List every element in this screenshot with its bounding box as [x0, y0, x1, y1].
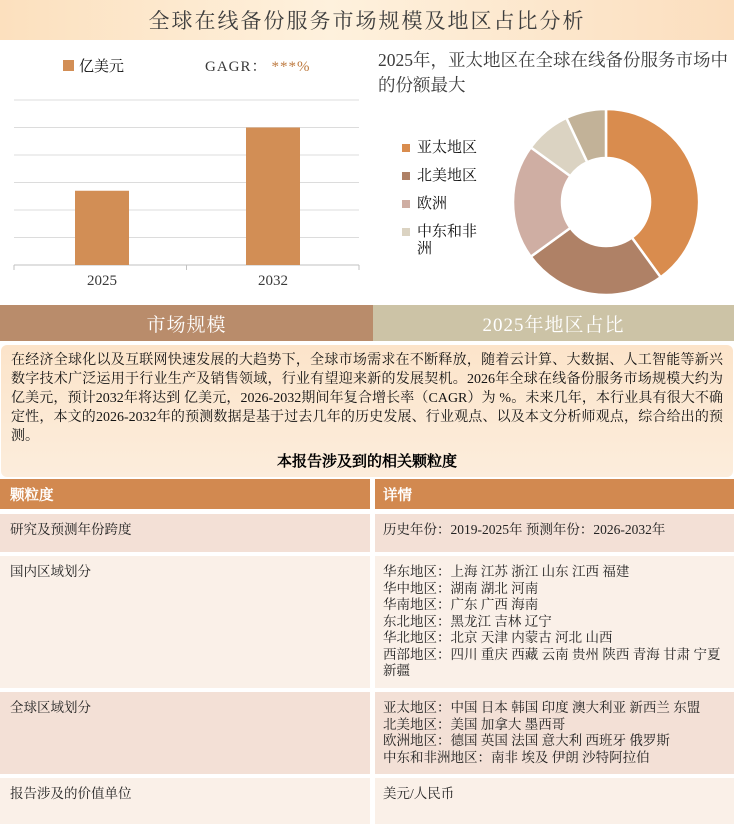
bar-chart-svg [0, 40, 373, 305]
legend-item [402, 140, 481, 157]
detail-line: 历史年份：2019-2025年 预测年份：2026-2032年 [383, 522, 666, 537]
table-row [0, 514, 734, 552]
legend-label: 北美地区 [417, 168, 478, 184]
detail-line: 欧洲地区：德国 英国 法国 意大利 西班牙 俄罗斯 [383, 733, 670, 748]
donut-title: 2025年，亚太地区在全球在线备份服务市场中的份额最大 [378, 50, 728, 95]
row-detail-cell [375, 556, 734, 688]
table-header-row [0, 479, 734, 509]
legend-swatch-icon [402, 144, 410, 152]
legend-label: 中东和非洲 [417, 224, 478, 257]
donut-chart-svg [511, 107, 701, 297]
intro-paragraph: 在经济全球化以及互联网快速发展的大趋势下，全球市场需求在不断释放，随着云计算、大数据、人工智能等新兴数字技术广泛运用于行业生产及销售领域，行业有望迎来新的发展契机。2026年全球在线备份服务市场规模大约为 亿美元，预计2032年将达到 亿美元，2026-2032期间年复合增长率（CAGR）为 %。未来几年，本行业具有很大不确定性，本文的2026-2032年的预测数据是基于过去几年的历史发展、行业观点、以及本文分析师观点，综合给出的预测。 [11, 353, 723, 444]
bar-legend-label: 亿美元 [79, 59, 125, 75]
legend-swatch-icon [402, 228, 410, 236]
legend-swatch-icon [402, 172, 410, 180]
legend-label: 欧洲 [417, 196, 448, 212]
row-label-cell: 全球区域划分 [0, 692, 370, 774]
cagr-value: ***% [271, 59, 311, 75]
tab-bar [0, 305, 734, 341]
x-tick-label: 2032 [258, 273, 288, 289]
detail-line: 亚太地区：中国 日本 韩国 印度 澳大利亚 新西兰 东盟 [383, 700, 701, 715]
detail-line: 华东地区：上海 江苏 浙江 山东 江西 福建 [383, 564, 630, 579]
row-detail-cell [375, 514, 734, 552]
detail-line: 西部地区：四川 重庆 西藏 云南 贵州 陕西 青海 甘肃 宁夏 新疆 [383, 646, 721, 678]
row-detail-cell [375, 778, 734, 824]
cagr-annotation [205, 55, 311, 76]
table-row [0, 556, 734, 688]
detail-line: 美元/人民币 [383, 786, 455, 801]
header-cell-granularity: 颗粒度 [0, 479, 370, 509]
detail-line: 华北地区：北京 天津 内蒙古 河北 山西 [383, 630, 613, 645]
detail-line: 华南地区：广东 广西 海南 [383, 597, 539, 612]
table-row [0, 778, 734, 824]
legend-item [402, 168, 481, 185]
legend-label: 亚太地区 [417, 140, 478, 156]
bar-legend [63, 55, 124, 76]
detail-line: 华中地区：湖南 湖北 河南 [383, 580, 539, 596]
report-header [0, 0, 734, 40]
row-label-cell: 报告涉及的价值单位 [0, 778, 370, 824]
row-detail-cell [375, 692, 734, 774]
donut-chart-panel [373, 40, 734, 305]
table-body [0, 514, 734, 824]
row-label-cell: 国内区域划分 [0, 556, 370, 688]
legend-swatch-icon [402, 200, 410, 208]
detail-line: 北美地区：美国 加拿大 墨西哥 [383, 716, 566, 732]
table-row [0, 692, 734, 774]
header-cell-detail: 详情 [375, 479, 734, 509]
table-title: 本报告涉及到的相关颗粒度 [276, 454, 457, 470]
bar-2025 [75, 191, 129, 265]
cagr-prefix: GAGR： [205, 59, 268, 75]
bar-legend-swatch-icon [63, 60, 74, 71]
legend-item [402, 224, 481, 258]
bar-chart-panel [0, 40, 373, 305]
legend-item [402, 196, 481, 213]
detail-line: 东北地区：黑龙江 吉林 辽宁 [383, 613, 552, 629]
detail-line: 中东和非洲地区：南非 埃及 伊朗 沙特阿拉伯 [383, 749, 650, 765]
bar-2032 [246, 128, 300, 266]
tab-market-size[interactable]: 市场规模 [0, 305, 373, 341]
row-label-cell: 研究及预测年份跨度 [0, 514, 370, 552]
granularity-table [0, 479, 734, 824]
donut-legend [402, 140, 481, 269]
charts-row [0, 40, 734, 305]
tab-region-share-2025[interactable]: 2025年地区占比 [373, 305, 734, 341]
x-tick-label: 2025 [87, 273, 117, 289]
summary-box [1, 345, 733, 477]
page-title: 全球在线备份服务市场规模及地区占比分析 [148, 9, 586, 33]
